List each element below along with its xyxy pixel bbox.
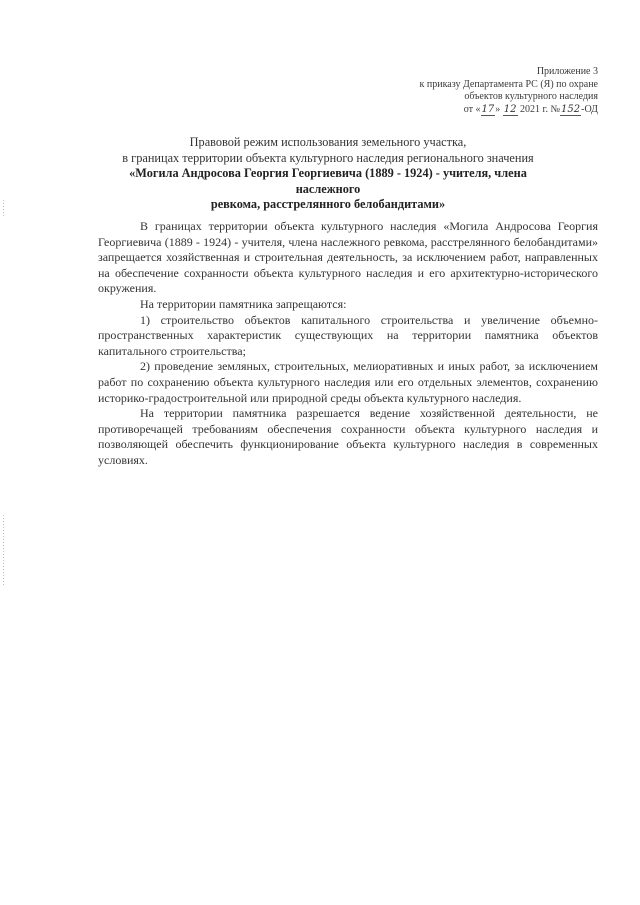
paragraph-item-1: 1) строительство объектов капитального строительства и увеличение объемно-пространственных характеристик существующих на территории памятника объектов капитального строительства; <box>98 312 598 358</box>
appendix-header <box>368 66 598 116</box>
document-body <box>98 219 598 469</box>
handwritten-number: 152 <box>561 103 581 115</box>
date-prefix: от « <box>463 103 481 115</box>
day-suffix: » <box>495 103 501 115</box>
handwritten-day: 17 <box>481 103 495 115</box>
paragraph-item-2: 2) проведение земляных, строительных, мелиоративных и иных работ, за исключением работ по сохранению объекта культурного наследия или его отдельных элементов, сохранению историко-градостроительной или природной среды объекта культурного наследия. <box>98 359 598 405</box>
number-suffix: -ОД <box>581 103 598 115</box>
title-object-name-1: «Могила Андросова Георгия Георгиевича (1889 - 1924) - учителя, члена наслежного <box>129 166 527 196</box>
title-object-name-2: ревкома, расстрелянного белобандитами» <box>210 197 446 211</box>
appendix-date-line <box>368 104 598 117</box>
title-line-1: Правовой режим использования земельного участка, <box>189 135 467 149</box>
paragraph-permitted: На территории памятника разрешается ведение хозяйственной деятельности, не противоречащей требованиям обеспечения сохранности объекта культурного наследия и позволяющей обеспечить функционирование объекта культурного наследия в современных условиях. <box>98 406 598 467</box>
handwritten-month: 12 <box>503 103 517 115</box>
appendix-order-ref: к приказу Департамента РС (Я) по охране <box>419 78 598 90</box>
year-text: 2021 г. № <box>520 103 561 115</box>
scan-margin-mark <box>3 200 4 218</box>
paragraph-prohibited-heading: На территории памятника запрещаются: <box>140 296 347 311</box>
appendix-title: Приложение 3 <box>536 66 598 77</box>
document-title <box>98 135 558 213</box>
title-line-2: в границах территории объекта культурного наследия регионального значения <box>122 150 534 165</box>
scan-margin-mark <box>3 515 4 585</box>
appendix-order-subject: объектов культурного наследия <box>464 91 598 102</box>
paragraph-restrictions-intro: В границах территории объекта культурного наследия «Могила Андросова Георгия Георгиевича (1889 - 1924) - учителя, члена наслежного ревкома, расстрелянного белобандитами» запрещается хозяйственная и строительная деятельность, за исключением работ, направленных на обеспечение сохранности объекта культурного наследия и его архитектурно-исторического окружения. <box>98 219 598 296</box>
